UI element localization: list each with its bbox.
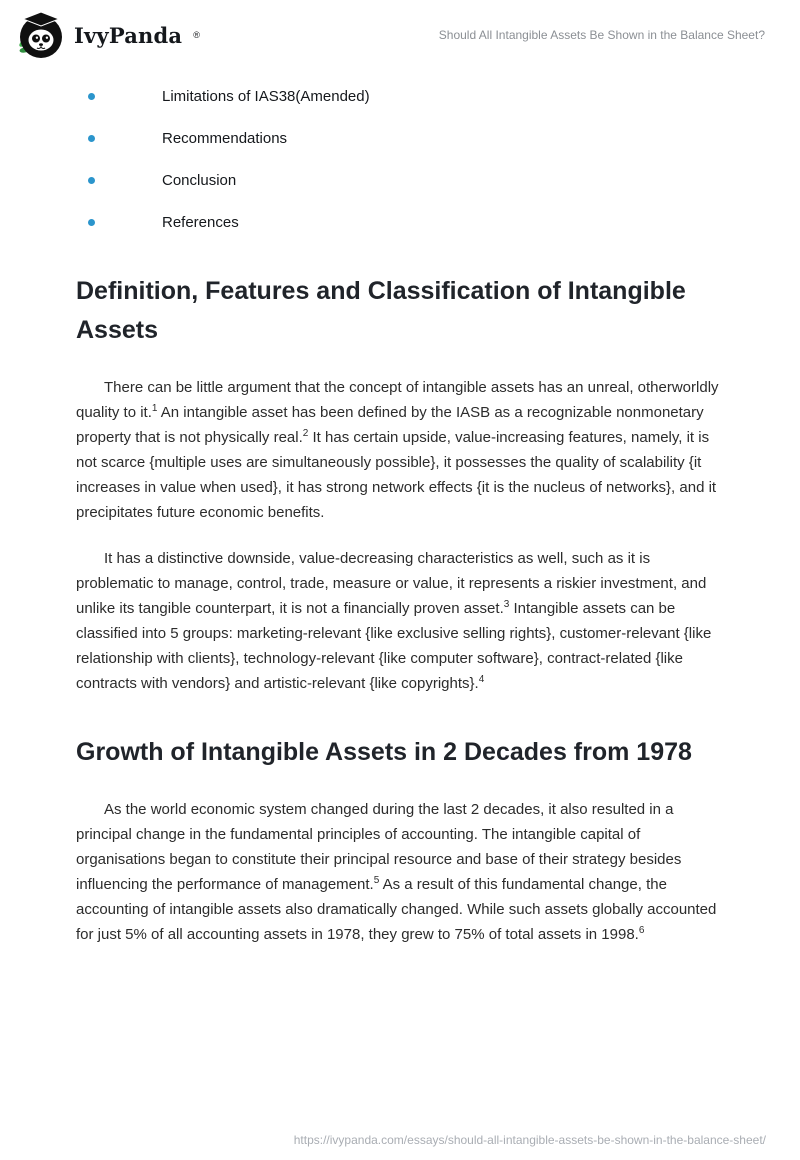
footer: [294, 1133, 766, 1147]
section-heading: Definition, Features and Classification of Intangible Assets: [76, 277, 686, 344]
content: [0, 84, 800, 947]
toc-item: [76, 84, 722, 109]
ivypanda-logo-link[interactable]: [18, 11, 200, 59]
body-paragraph: As the world economic system changed during the last 2 decades, it also resulted in a principal change in the fundamental principles of accounting. The intangible capital of organisations began to constitute their principal resource and base of their strategy besides influencing the performance of management.$^5$ As a result of this fundamental change, the accounting of intangible assets also dramatically changed. While such assets globally accounted for just 5% of all accounting assets in 1978, they grew to 75% of total assets in 1998.$^6$: [76, 801, 717, 943]
body-paragraph: It has a distinctive downside, value-decreasing characteristics as well, such as it is problematic to manage, control, trade, measure or value, it represents a riskier investment, and unlike its tangible counterpart, it is not a financially proven asset.$^3$ Intangible assets can be classified into 5 groups: marketing-relevant {like exclusive selling rights}, customer-relevant {like relationship with clients}, technology-relevant {like computer software}, contract-related {like contracts with vendors} and artistic-relevant {like copyrights}.$^4$: [76, 550, 712, 692]
brand-name: IvyPanda: [74, 22, 183, 48]
toc-item: [76, 126, 722, 151]
toc-item-label: Conclusion: [162, 172, 237, 189]
toc-item-label: Limitations of IAS38(Amended): [162, 88, 370, 105]
ivypanda-logo-icon: [18, 11, 64, 59]
bullet-dot-icon: [88, 177, 95, 184]
body-paragraph: There can be little argument that the concept of intangible assets has an unreal, otherworldly quality to it.$^1$ An intangible asset has been defined by the IASB as a recognizable nonmonetary property that is not physically real.$^2$ It has certain upside, value-increasing features, namely, it is not scarce {multiple uses are simultaneously possible}, it possesses the quality of scalability {it increases in value when used}, it has strong network effects {it is the nucleus of networks}, and it precipitates future economic benefits.: [76, 379, 719, 521]
registered-mark: ®: [193, 30, 200, 40]
toc-item-label: References: [162, 214, 239, 231]
section-heading: Growth of Intangible Assets in 2 Decades from 1978: [76, 738, 692, 766]
bullet-dot-icon: [88, 135, 95, 142]
toc-item-label: Recommendations: [162, 130, 288, 147]
toc-item: [76, 210, 722, 235]
toc-item: [76, 168, 722, 193]
footer-url-link[interactable]: https://ivypanda.com/essays/should-all-intangible-assets-be-shown-in-the-balance-sheet/: [293, 1133, 766, 1147]
bullet-dot-icon: [88, 93, 95, 100]
toc-list: [76, 84, 722, 235]
page-header-title: Should All Intangible Assets Be Shown in the Balance Sheet?: [438, 28, 765, 42]
header: [0, 0, 800, 60]
bullet-dot-icon: [88, 219, 95, 226]
